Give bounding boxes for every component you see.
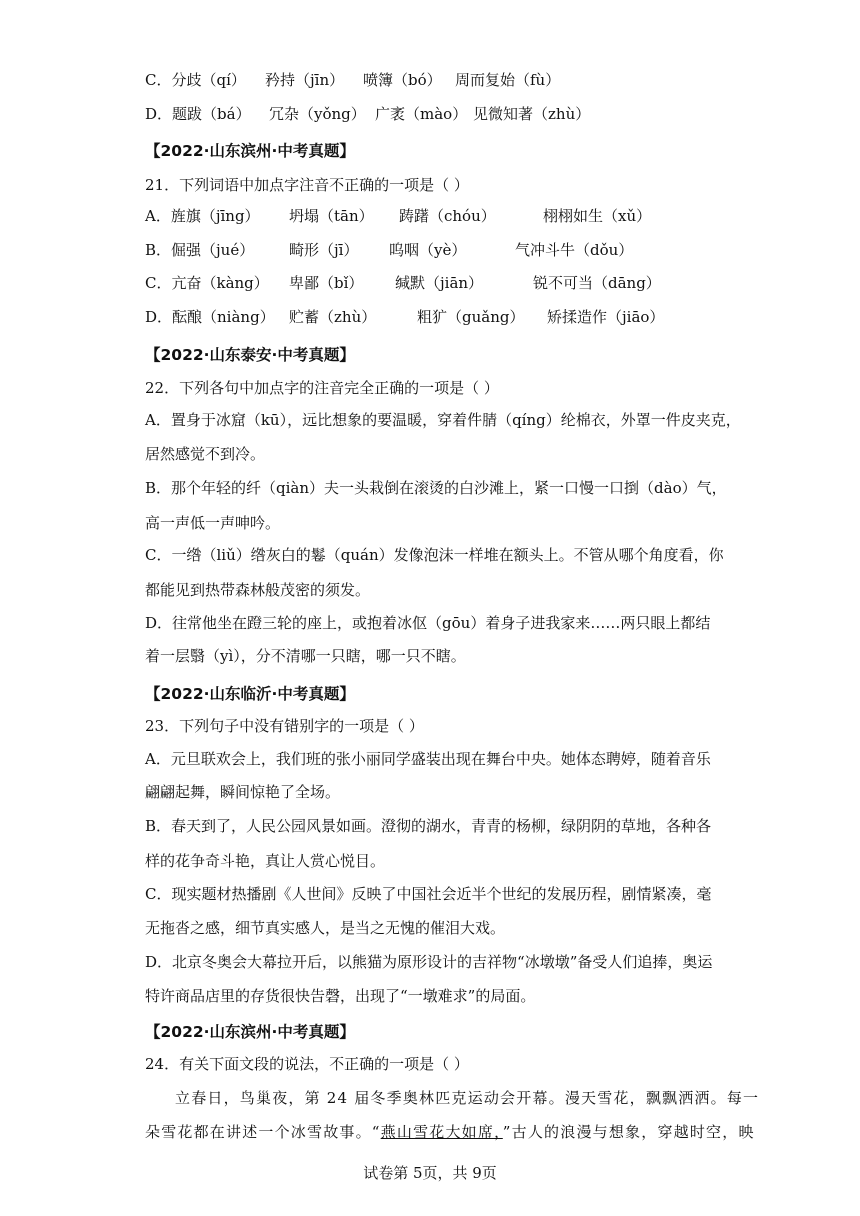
source-header: 【2022·山东滨州·中考真题】 (145, 142, 355, 160)
option-item: 畸形（jī） (289, 241, 359, 259)
question-23-option-a-cont: 翩翩起舞，瞬间惊艳了全场。 (145, 783, 341, 801)
question-22-option-a-cont: 居然感觉不到冷。 (145, 445, 266, 463)
question-23-option-c-cont: 无拖沓之感，细节真实感人，是当之无愧的催泪大戏。 (145, 919, 506, 937)
option-item: 矜持（jīn） (265, 71, 345, 89)
question-23-option-d-cont: 特许商品店里的存货很快告磬，出现了“一墩难求”的局面。 (145, 987, 536, 1005)
option-item: 见微知著（zhù） (473, 105, 591, 123)
question-22-option-b-cont: 高一声低一声呻吟。 (145, 514, 281, 532)
option-item: C．亢奋（kàng） (145, 274, 269, 292)
question-21-option-c (145, 273, 725, 293)
question-23-option-a: A．元旦联欢会上，我们班的张小丽同学盛装出现在舞台中央。她体态聘婷，随着音乐 (145, 750, 711, 768)
question-21-option-b (145, 240, 725, 260)
question-23-option-b-cont: 样的花争奇斗艳，真让人赏心悦目。 (145, 852, 386, 870)
question-23-option-c: C．现实题材热播剧《人世间》反映了中国社会近半个世纪的发展历程，剧情紧凑，毫 (145, 885, 712, 903)
question-21-option-a (145, 206, 725, 226)
option-item: D．酝酿（niàng） (145, 308, 275, 326)
option-item: 矫揉造作（jiāo） (547, 308, 665, 326)
passage-line-1: 立春日，鸟巢夜，第 24 届冬季奥林匹克运动会开幕。漫天雪花，飘飘洒洒。每一 (175, 1089, 760, 1107)
option-item: B．倔强（jué） (145, 241, 255, 259)
option-item: 周而复始（fù） (455, 71, 561, 89)
option-item: 缄默（jiān） (395, 274, 484, 292)
option-item: 冗杂（yǒng） (269, 105, 366, 123)
question-21-option-d (145, 307, 725, 327)
option-item: 气冲斗牛（dǒu） (515, 241, 634, 259)
question-24-stem: 24．有关下面文段的说法，不正确的一项是（ ） (145, 1055, 469, 1073)
page-footer: 试卷第 5页，共 9页 (363, 1164, 497, 1182)
option-item: A．旌旗（jīng） (145, 207, 260, 225)
option-item: 贮蓄（zhù） (289, 308, 377, 326)
question-22-option-d-cont: 着一层翳（yì），分不清哪一只瞎，哪一只不瞎。 (145, 647, 466, 665)
question-22-option-b: B．那个年轻的纤（qiàn）夫一头栽倒在滚烫的白沙滩上，紧一口慢一口捯（dào）气， (145, 479, 727, 497)
source-header: 【2022·山东滨州·中考真题】 (145, 1023, 355, 1041)
passage-text: 朵雪花都在讲述一个冰雪故事。“ (145, 1123, 381, 1141)
passage-text: ”古人的浪漫与想象，穿越时空，映 (502, 1123, 755, 1141)
option-row-d-prev (145, 104, 725, 124)
question-21-stem: 21．下列词语中加点字注音不正确的一项是（ ） (145, 176, 469, 194)
source-header: 【2022·山东临沂·中考真题】 (145, 685, 355, 703)
option-item: D．题跋（bá） (145, 105, 251, 123)
option-item: 踌躇（chóu） (399, 207, 496, 225)
question-23-stem: 23．下列句子中没有错别字的一项是（ ） (145, 717, 424, 735)
question-23-option-d: D．北京冬奥会大幕拉开后，以熊猫为原形设计的吉祥物“冰墩墩”备受人们追捧，奥运 (145, 953, 713, 971)
option-item: 坍塌（tān） (289, 207, 374, 225)
question-22-option-d: D．往常他坐在蹬三轮的座上，或抱着冰伛（gōu）着身子进我家来……两只眼上都结 (145, 614, 711, 632)
question-22-option-c: C．一绺（liǔ）绺灰白的鬈（quán）发像泡沫一样堆在额头上。不管从哪个角度看，你 (145, 546, 724, 564)
option-item: 呜咽（yè） (389, 241, 467, 259)
option-item: 喷簿（bó） (363, 71, 442, 89)
option-item: 粗犷（guǎng） (417, 308, 525, 326)
option-item: 卑鄙（bǐ） (289, 274, 364, 292)
question-22-option-c-cont: 都能见到热带森林般茂密的须发。 (145, 581, 371, 599)
option-item: 锐不可当（dāng） (533, 274, 661, 292)
option-item: 广袤（mào） (375, 105, 468, 123)
question-22-option-a: A．置身于冰窟（kū），远比想象的要温暖，穿着件腈（qíng）纶棉衣，外罩一件皮夹克， (145, 411, 741, 429)
question-23-option-b: B．春天到了，人民公园风景如画。澄彻的湖水，青青的杨柳，绿阴阴的草地，各种各 (145, 817, 712, 835)
underlined-quote: 燕山雪花大如席， (380, 1123, 503, 1141)
source-header: 【2022·山东泰安·中考真题】 (145, 346, 355, 364)
option-row-c-prev (145, 70, 725, 90)
option-item: C．分歧（qí） (145, 71, 246, 89)
question-22-stem: 22．下列各句中加点字的注音完全正确的一项是（ ） (145, 379, 499, 397)
option-item: 栩栩如生（xǔ） (543, 207, 652, 225)
passage-line-2 (145, 1122, 755, 1142)
